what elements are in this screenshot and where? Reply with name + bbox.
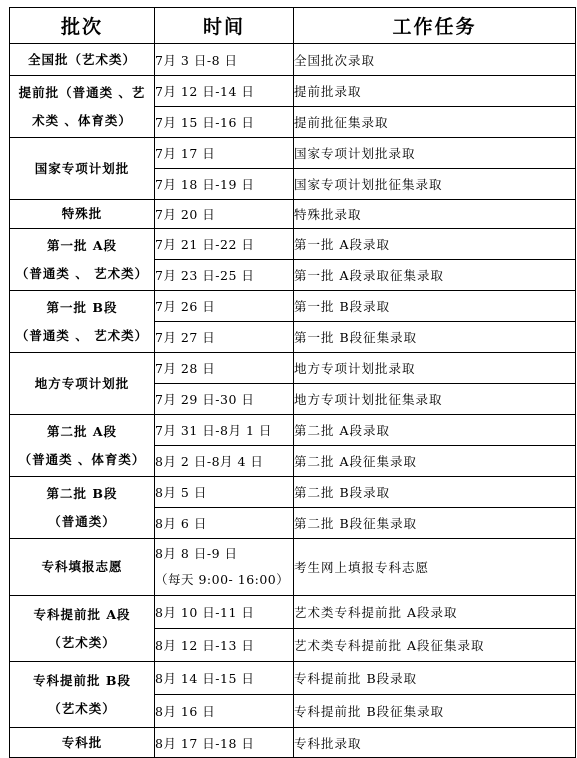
time-cell: [155, 76, 294, 107]
header-time: 时间: [155, 8, 294, 44]
task-cell: 艺术类专科提前批 A段征集录取: [294, 629, 576, 662]
time-cell: [155, 138, 294, 169]
batch-label: 专科提前批 B段: [33, 672, 131, 688]
batch-label: 专科批: [61, 734, 103, 750]
time-cell: [155, 322, 294, 353]
batch-cell: [10, 728, 155, 758]
batch-label: 专科填报志愿: [41, 559, 123, 574]
batch-cell: [10, 200, 155, 229]
task-cell: 第一批 B段录取: [294, 291, 576, 322]
table-row: [10, 728, 576, 758]
time-cell: [155, 508, 294, 539]
time-text: 8月 17 日-18 日: [155, 735, 255, 751]
time-text: 8月 16 日: [155, 704, 216, 719]
time-cell: [155, 629, 294, 662]
task-cell: 考生网上填报专科志愿: [294, 539, 576, 596]
task-cell: 艺术类专科提前批 A段录取: [294, 596, 576, 629]
batch-label: 地方专项计划批: [34, 375, 130, 391]
task-cell: 第二批 A段征集录取: [294, 446, 576, 477]
table-row: [10, 200, 576, 229]
task-cell: 专科提前批 B段录取: [294, 662, 576, 695]
batch-label: 特殊批: [61, 206, 103, 221]
header-row: [10, 8, 576, 44]
batch-label: （普通类）: [48, 513, 116, 529]
time-text: 7月 26 日: [155, 299, 216, 314]
batch-label: 第一批 B段: [46, 299, 118, 315]
batch-label: （普通类 、 艺术类）: [15, 265, 149, 281]
time-cell: [155, 291, 294, 322]
time-cell: [155, 169, 294, 200]
task-cell: 国家专项计划批征集录取: [294, 169, 576, 200]
time-text: 7月 28 日: [155, 361, 216, 376]
time-text: 7月 12 日-14 日: [155, 84, 255, 99]
time-note: （每天 9:00- 16:00）: [155, 572, 290, 587]
time-text: 7月 18 日-19 日: [155, 177, 255, 192]
task-cell: 第二批 A段录取: [294, 415, 576, 446]
batch-cell: [10, 662, 155, 728]
task-cell: 国家专项计划批录取: [294, 138, 576, 169]
admission-schedule-table: [9, 7, 576, 758]
task-cell: 第二批 B段录取: [294, 477, 576, 508]
time-text: 8月 6 日: [155, 516, 207, 531]
time-cell: [155, 384, 294, 415]
time-text: 7月 17 日: [155, 146, 216, 161]
task-cell: 第一批 A段录取: [294, 229, 576, 260]
table-row: [10, 662, 576, 695]
task-cell: 专科提前批 B段征集录取: [294, 695, 576, 728]
table-row: [10, 539, 576, 596]
batch-label: 国家专项计划批: [34, 160, 130, 176]
table-row: [10, 415, 576, 446]
batch-label: （艺术类）: [48, 634, 116, 650]
task-cell: 提前批录取: [294, 76, 576, 107]
time-text: 7月 23 日-25 日: [155, 268, 255, 283]
header-batch: 批次: [10, 8, 155, 44]
time-text: 7月 3 日-8 日: [155, 52, 238, 68]
batch-cell: [10, 415, 155, 477]
task-cell: 第一批 A段录取征集录取: [294, 260, 576, 291]
time-cell: [155, 260, 294, 291]
time-cell: [155, 353, 294, 384]
time-text: 7月 15 日-16 日: [155, 115, 255, 130]
header-task: 工作任务: [294, 8, 576, 44]
time-text: 8月 14 日-15 日: [155, 671, 255, 686]
batch-label: （艺术类）: [48, 700, 116, 716]
table-row: [10, 596, 576, 629]
table-row: [10, 291, 576, 322]
task-cell: 地方专项计划批录取: [294, 353, 576, 384]
schedule-table-container: [9, 7, 575, 758]
table-row: [10, 229, 576, 260]
time-text: 7月 31 日-8月 1 日: [155, 423, 272, 438]
task-cell: 第二批 B段征集录取: [294, 508, 576, 539]
batch-cell: [10, 596, 155, 662]
batch-label: 术类 、体育类）: [32, 112, 132, 128]
table-row: [10, 138, 576, 169]
batch-label: 第一批 A段: [46, 237, 118, 253]
batch-cell: [10, 291, 155, 353]
time-cell: [155, 596, 294, 629]
batch-label: 专科提前批 A段: [33, 606, 131, 622]
batch-cell: [10, 138, 155, 200]
batch-label: （普通类 、体育类）: [18, 451, 146, 467]
time-cell: [155, 728, 294, 758]
batch-cell: [10, 353, 155, 415]
schedule-body: [10, 44, 576, 758]
time-cell: [155, 44, 294, 76]
time-text: 8月 5 日: [155, 485, 207, 500]
task-cell: 专科批录取: [294, 728, 576, 758]
time-text: 7月 29 日-30 日: [155, 392, 255, 407]
time-cell: [155, 477, 294, 508]
batch-cell: [10, 539, 155, 596]
task-cell: 地方专项计划批征集录取: [294, 384, 576, 415]
time-cell: [155, 415, 294, 446]
time-cell: [155, 446, 294, 477]
task-cell: 特殊批录取: [294, 200, 576, 229]
batch-label: 提前批（普通类 、艺: [18, 84, 146, 100]
table-row: [10, 76, 576, 107]
time-cell: [155, 539, 294, 596]
batch-label: 第二批 B段: [46, 485, 118, 501]
task-cell: 全国批次录取: [294, 44, 576, 76]
task-cell: 提前批征集录取: [294, 107, 576, 138]
task-cell: 第一批 B段征集录取: [294, 322, 576, 353]
table-row: [10, 44, 576, 76]
batch-label: 第二批 A段: [46, 423, 118, 439]
batch-cell: [10, 44, 155, 76]
batch-label: 全国批（艺术类）: [27, 51, 136, 67]
table-row: [10, 477, 576, 508]
time-text: 8月 8 日-9 日: [155, 546, 238, 561]
batch-cell: [10, 229, 155, 291]
time-cell: [155, 107, 294, 138]
time-text: 7月 20 日: [155, 207, 216, 222]
time-text: 8月 2 日-8月 4 日: [155, 454, 264, 469]
time-text: 8月 12 日-13 日: [155, 638, 255, 653]
time-cell: [155, 200, 294, 229]
time-cell: [155, 229, 294, 260]
time-text: 8月 10 日-11 日: [155, 605, 255, 620]
time-text: 7月 21 日-22 日: [155, 237, 255, 252]
table-row: [10, 353, 576, 384]
time-cell: [155, 695, 294, 728]
batch-cell: [10, 76, 155, 138]
batch-cell: [10, 477, 155, 539]
time-text: 7月 27 日: [155, 330, 216, 345]
time-cell: [155, 662, 294, 695]
batch-label: （普通类 、 艺术类）: [15, 327, 149, 343]
